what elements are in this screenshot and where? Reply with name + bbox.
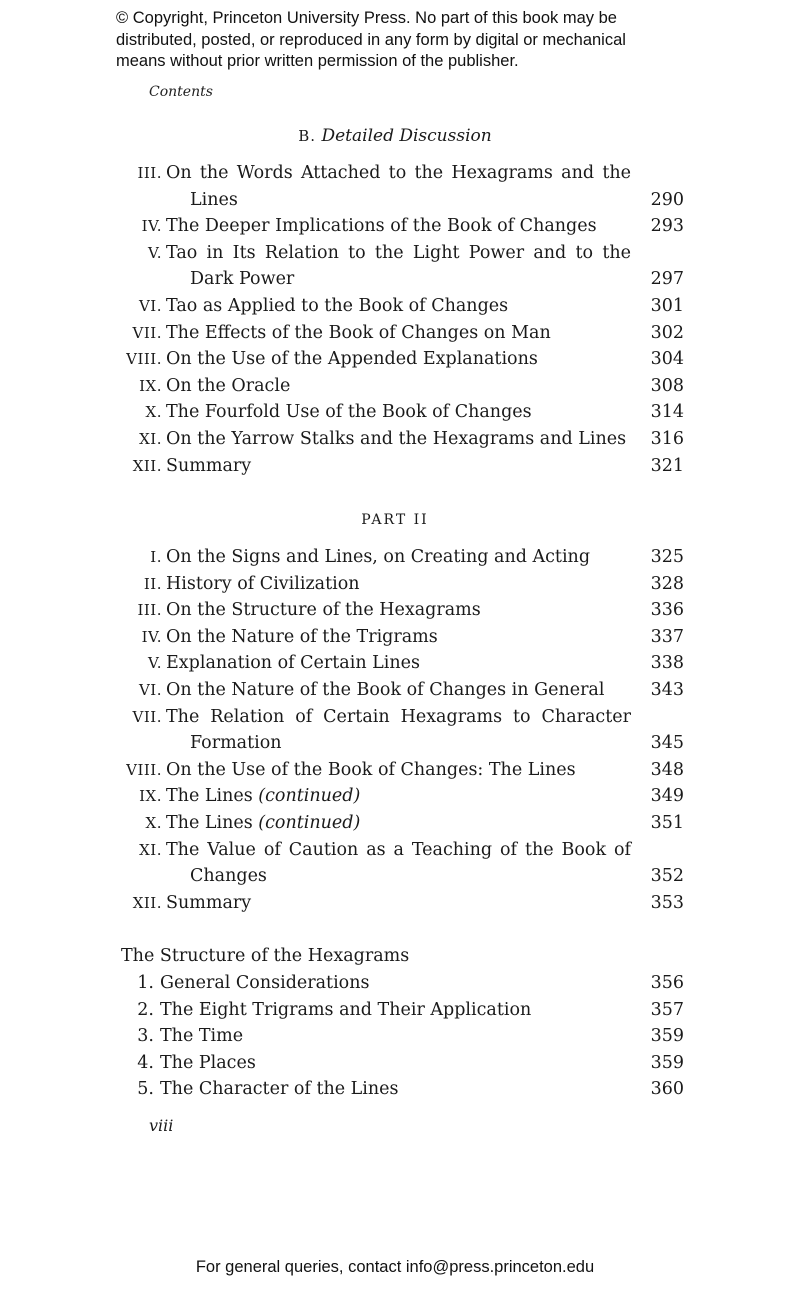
toc-entry-page: 293 <box>650 216 684 237</box>
toc-entry-line <box>0 890 790 916</box>
toc-entry-page: 308 <box>650 375 684 396</box>
toc-entry-line <box>0 783 790 809</box>
toc-entry-title: Changes <box>190 866 267 887</box>
toc-entry-line <box>0 704 790 730</box>
toc-entry-line <box>0 240 790 266</box>
toc-entry-line <box>0 160 790 186</box>
toc-entry-line <box>0 373 790 399</box>
toc-entry-number: IV. <box>141 627 162 646</box>
toc-entry-number: 4. <box>137 1052 154 1073</box>
toc-entry-page: 356 <box>650 973 684 993</box>
toc-entry-line <box>0 837 790 863</box>
toc-entry-title: The Eight Trigrams and Their Application <box>160 999 532 1020</box>
toc-entry-number: V. <box>148 654 162 673</box>
toc-entry-line <box>0 187 790 213</box>
toc-entry-page: 352 <box>650 866 684 887</box>
toc-entry-page: 359 <box>650 1026 684 1047</box>
toc-entry-number: VI. <box>138 681 162 699</box>
copyright-line: © Copyright, Princeton University Press. No part of this book may be <box>116 9 617 27</box>
toc-entry-title: On the Oracle <box>166 375 291 396</box>
toc-entry-number: XII. <box>132 893 162 912</box>
toc-entry-number: 1. <box>137 973 154 993</box>
toc-entry-title: History of Civilization <box>166 573 360 594</box>
part-heading: PART II <box>361 512 429 528</box>
toc-entry-line <box>0 757 790 783</box>
toc-entry-line <box>0 677 790 703</box>
toc-entry-page: 345 <box>650 733 684 754</box>
toc-entry-page: 316 <box>650 429 684 449</box>
toc-entry-title: The Places <box>160 1052 256 1073</box>
toc-entry-title: The Effects of the Book of Changes on Man <box>166 322 551 343</box>
toc-entry-number: VII. <box>132 323 162 342</box>
toc-entry-page: 325 <box>650 547 684 567</box>
toc-entry-page: 321 <box>650 455 684 476</box>
toc-entry-line <box>0 1023 790 1049</box>
toc-entry-title: Tao in Its Relation to the Light Power and to the <box>166 242 631 263</box>
toc-entry-title: The Time <box>160 1026 244 1047</box>
footer-contact: For general queries, contact info@press.princeton.edu <box>195 1258 595 1276</box>
toc-entry-page: 351 <box>650 813 684 833</box>
toc-entry-line <box>0 810 790 836</box>
toc-entry-line <box>0 970 790 996</box>
toc-entry-title: The Fourfold Use of the Book of Changes <box>166 402 532 423</box>
toc-entry-line <box>0 571 790 597</box>
toc-entry-title: The Lines (continued) <box>166 813 361 833</box>
section-letter: B. <box>298 127 317 145</box>
toc-entry-number: 3. <box>137 1026 154 1047</box>
toc-entry-page: 314 <box>650 402 684 423</box>
toc-entry-title: The Deeper Implications of the Book of Changes <box>166 216 597 237</box>
toc-entry-line <box>0 997 790 1023</box>
toc-entry-page: 338 <box>650 653 684 674</box>
toc-entry-page: 302 <box>650 322 684 343</box>
toc-entry-title: The Relation of Certain Hexagrams to Character <box>166 706 631 727</box>
toc-entry-title: Summary <box>166 892 252 913</box>
toc-entry-title: On the Structure of the Hexagrams <box>166 600 481 621</box>
toc-entry-page: 337 <box>650 626 684 647</box>
toc-entry-page: 349 <box>650 786 684 807</box>
toc-entry-title: Formation <box>190 733 282 754</box>
toc-entry-line <box>0 863 790 889</box>
toc-entry-title: Tao as Applied to the Book of Changes <box>166 296 509 316</box>
toc-entry-line <box>0 320 790 346</box>
toc-entry-number: VIII. <box>126 760 162 779</box>
toc-entry-line <box>0 1076 790 1102</box>
running-head: Contents <box>149 84 213 100</box>
toc-entry-line <box>0 650 790 676</box>
toc-entry-line <box>0 1050 790 1076</box>
toc-entry-page: 343 <box>650 680 684 700</box>
toc-entry-line <box>0 293 790 319</box>
toc-entry-title: On the Use of the Book of Changes: The Lines <box>166 759 576 780</box>
toc-entry-page: 290 <box>650 189 684 210</box>
toc-entry-title: General Considerations <box>160 973 370 993</box>
toc-entry-number: X. <box>145 814 162 832</box>
toc-entry-page: 360 <box>650 1079 684 1100</box>
structure-heading: The Structure of the Hexagrams <box>121 946 410 966</box>
toc-entry-page: 353 <box>650 892 684 913</box>
toc-entry-line <box>0 624 790 650</box>
copyright-line: means without prior written permission of the publisher. <box>116 52 519 70</box>
section-heading <box>0 126 790 146</box>
toc-entry-line <box>0 544 790 570</box>
toc-entry-title: On the Use of the Appended Explanations <box>166 349 538 370</box>
toc-entry-number: XI. <box>139 430 162 448</box>
page-folio: viii <box>149 1116 174 1135</box>
toc-entry-page: 336 <box>650 600 684 621</box>
toc-entry-number: IX. <box>139 376 162 395</box>
toc-entry-page: 301 <box>650 296 684 316</box>
toc-entry-title: The Lines (continued) <box>166 786 361 807</box>
toc-entry-title-italic: (continued) <box>258 813 361 833</box>
toc-entry-page: 297 <box>650 269 684 290</box>
toc-entry-title: On the Signs and Lines, on Creating and Acting <box>166 547 591 567</box>
toc-entry-line <box>0 597 790 623</box>
toc-entry-line <box>0 453 790 479</box>
toc-entry-title: On the Yarrow Stalks and the Hexagrams and Lines <box>166 429 627 449</box>
toc-entry-page: 359 <box>650 1052 684 1073</box>
toc-entry-number: V. <box>148 243 162 262</box>
toc-entry-title: On the Nature of the Book of Changes in General <box>166 680 605 700</box>
toc-entry-line <box>0 266 790 292</box>
toc-entry-number: IV. <box>141 217 162 236</box>
toc-entry-page: 348 <box>650 759 684 780</box>
toc-entry-title: Explanation of Certain Lines <box>166 653 420 674</box>
toc-entry-number: VIII. <box>126 350 162 369</box>
toc-entry-line <box>0 346 790 372</box>
copyright-notice <box>116 8 716 73</box>
toc-entry-number: III. <box>137 601 162 620</box>
copyright-line: distributed, posted, or reproduced in any form by digital or mechanical <box>116 30 626 49</box>
toc-entry-title: The Character of the Lines <box>160 1079 399 1100</box>
toc-entry-number: II. <box>143 574 162 593</box>
toc-entry-number: I. <box>150 548 162 566</box>
toc-entry-title: Dark Power <box>190 269 295 290</box>
toc-entry-number: III. <box>137 164 162 182</box>
toc-entry-title: The Value of Caution as a Teaching of the Book of <box>166 839 631 860</box>
toc-entry-title: On the Words Attached to the Hexagrams and the <box>166 163 631 183</box>
toc-entry-page: 304 <box>650 349 684 370</box>
toc-entry-line <box>0 213 790 239</box>
toc-entry-number: VII. <box>132 707 162 726</box>
toc-entry-number: X. <box>145 403 162 422</box>
toc-entry-line <box>0 399 790 425</box>
toc-entry-title: Summary <box>166 455 252 476</box>
toc-entry-number: VI. <box>138 297 162 315</box>
toc-entry-line <box>0 730 790 756</box>
toc-entry-number: IX. <box>139 787 162 806</box>
toc-entry-number: XI. <box>139 840 162 859</box>
toc-entry-page: 328 <box>650 573 684 594</box>
toc-entry-title-italic: (continued) <box>258 786 361 807</box>
toc-entry-number: 2. <box>137 999 154 1020</box>
toc-entry-number: XII. <box>132 456 162 475</box>
toc-entry-title: On the Nature of the Trigrams <box>166 626 438 647</box>
toc-entry-line <box>0 426 790 452</box>
toc-entry-page: 357 <box>650 999 684 1020</box>
toc-entry-number: 5. <box>137 1079 154 1100</box>
toc-entry-title: Lines <box>190 189 238 210</box>
section-title: Detailed Discussion <box>321 126 492 146</box>
